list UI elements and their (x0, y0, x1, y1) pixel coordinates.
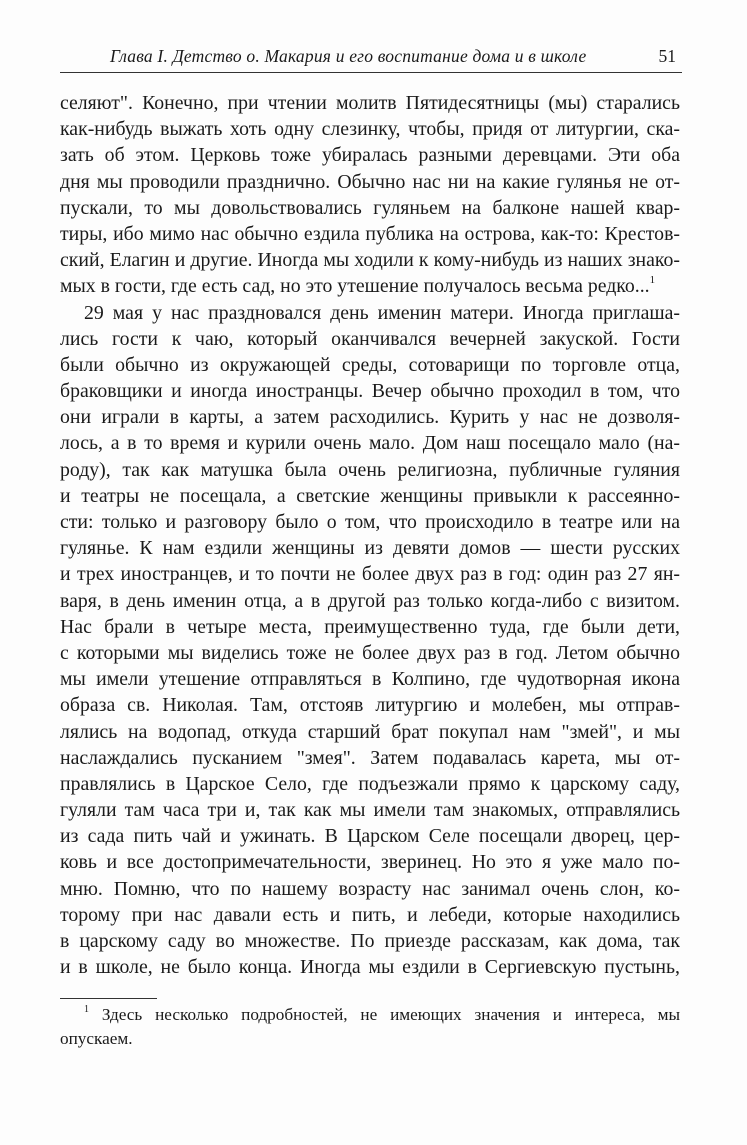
text-line: лись гости к чаю, который оканчивался вечерней закуской. Гости (60, 327, 680, 350)
text-line-content: мых в гости, где есть сад, но это утешение получалось весьма редко... (60, 275, 650, 298)
footnote-reference[interactable]: 1 (649, 274, 656, 287)
text-line: зать об этом. Церковь тоже убиралась разными деревцами. Эти оба (60, 144, 680, 167)
text-line: из сада пить чай и ужинать. В Царском Селе посещали дворец, цер- (60, 825, 680, 848)
text-line: мню. Помню, что по нашему возрасту нас занимал очень слон, ко- (60, 877, 680, 900)
footnote-line (60, 1003, 680, 1027)
text-line: торому при нас давали есть и пить, и лебеди, которые находились (60, 903, 680, 926)
text-line: образа св. Николая. Там, отстояв литургию и молебен, мы отправ- (60, 694, 680, 717)
text-line: пускали, то мы довольствовались гуляньем на балконе нашей квар- (60, 196, 680, 219)
page-number: 51 (658, 46, 676, 66)
text-line: лялись на водопад, откуда старший брат покупал нам "змей", и мы (60, 720, 680, 743)
text-line: с которыми мы виделись тоже не более двух раз в год. Летом обычно (60, 641, 680, 664)
text-line: были обычно из окружающей среды, сотоварищи по торговле отца, (60, 353, 680, 376)
text-line: и в школе, не было конца. Иногда мы ездили в Сергиевскую пустынь, (60, 956, 680, 979)
text-line: как-нибудь выжать хоть одну слезинку, чтобы, придя от литургии, ска- (60, 118, 680, 141)
text-line: сти: только и разговору было о том, что происходило в театре или на (60, 511, 680, 533)
text-line: гуляли там часа три и, так как мы имели там знакомых, отправлялись (60, 799, 680, 822)
paragraph-first-line: 29 мая у нас праздновался день именин матери. Иногда приглаша- (84, 301, 680, 324)
text-line (60, 273, 680, 299)
footnote (60, 1003, 680, 1051)
main-text (60, 90, 680, 980)
text-line: тиры, ибо мимо нас обычно ездила публика на острова, как-то: Крестов- (60, 222, 680, 245)
running-header (60, 44, 682, 73)
text-line: ковь и все достопримечательности, зверинец. Но это я уже мало по- (60, 851, 680, 874)
text-line: лось, а в то время и курили очень мало. Дом наш посещало мало (на- (60, 432, 680, 455)
text-line: ский, Елагин и другие. Иногда мы ходили к кому-нибудь из наших знако- (60, 249, 680, 272)
footnote-text: Здесь несколько подробностей, не имеющих значения и интереса, мы (89, 1005, 680, 1024)
text-line: наслаждались пусканием "змея". Затем подавалась карета, мы от- (60, 746, 680, 769)
text-line: они играли в карты, а затем расходились. Курить у нас не дозволя- (60, 406, 680, 429)
text-line: мы имели утешение отправляться в Колпино, где чудотворная икона (60, 668, 680, 691)
footnote-line: опускаем. (60, 1029, 133, 1048)
footnote-marker: 1 (84, 1004, 89, 1015)
text-line: в царскому саду во множестве. По приезде рассказам, как дома, так (60, 930, 680, 952)
text-line: гулянье. К нам ездили женщины из девяти домов — шести русских (60, 537, 680, 560)
footnote-divider (60, 998, 157, 999)
text-line: и трех иностранцев, и то почти не более двух раз в год: один раз 27 ян- (60, 563, 680, 586)
text-line: и театры не посещала, а светские женщины привыкли к рассеянно- (60, 484, 680, 507)
text-line: дня мы проводили празднично. Обычно нас ни на какие гулянья не от- (60, 170, 680, 193)
chapter-title: Глава I. Детство о. Макария и его воспитание дома и в школе (110, 46, 587, 66)
text-line: Нас брали в четыре места, преимущественно туда, где были дети, (60, 615, 680, 638)
text-line: браковщики и иногда иностранцы. Вечер обычно проходил в том, что (60, 380, 680, 403)
text-line: роду), так как матушка была очень религиозна, публичные гуляния (60, 458, 680, 481)
text-line: правлялись в Царское Село, где подъезжали прямо к царскому саду, (60, 772, 680, 795)
text-line: варя, в день именин отца, а в другой раз только когда-либо с визитом. (60, 589, 680, 612)
text-line: селяют". Конечно, при чтении молитв Пятидесятницы (мы) старались (60, 92, 680, 114)
